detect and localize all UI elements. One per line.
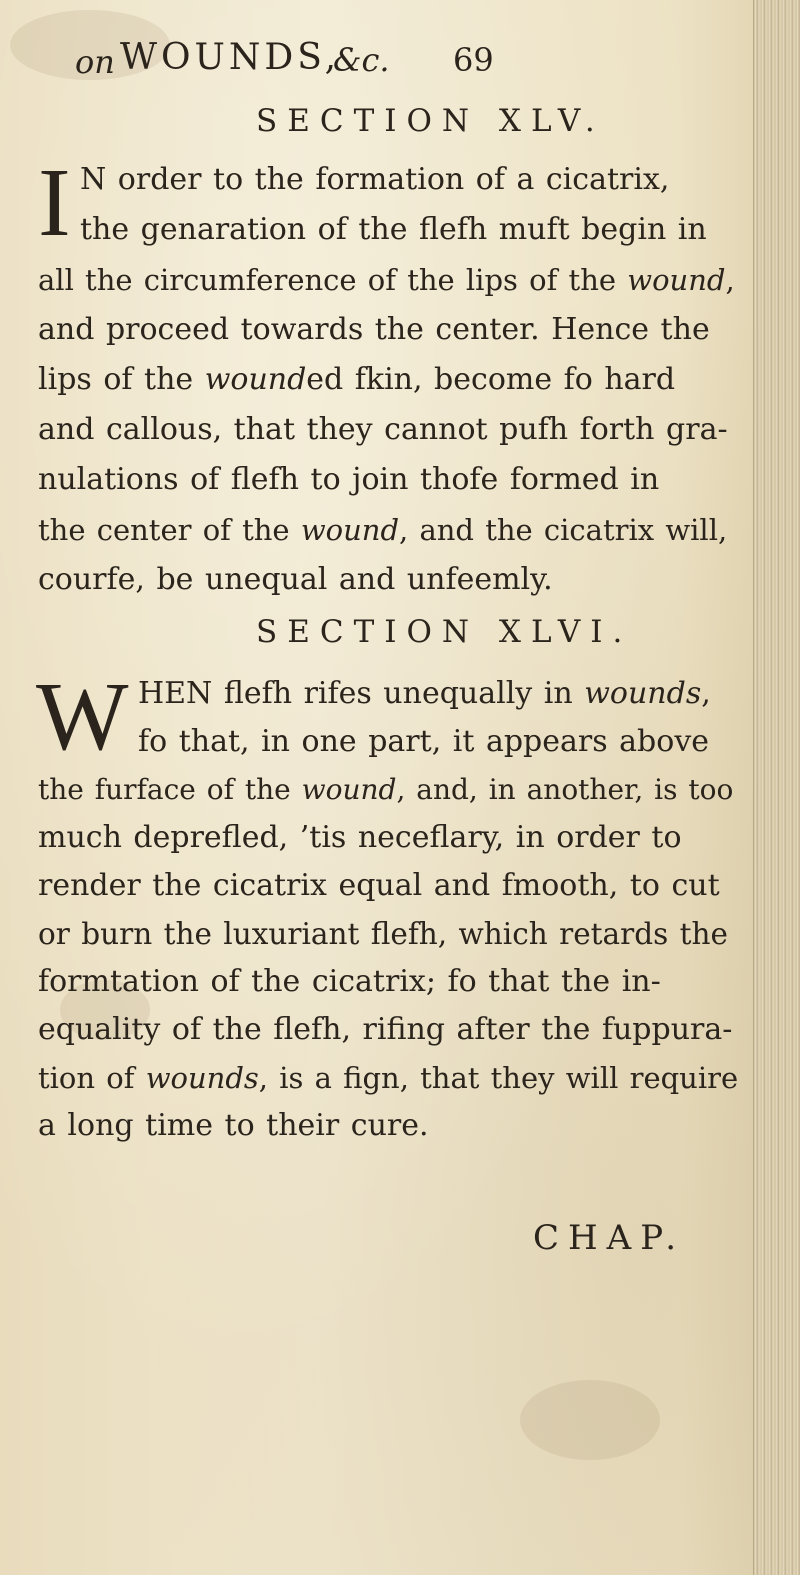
text-line: all the circumference of the lips of the wound,	[38, 263, 735, 297]
page-number: 69	[453, 41, 494, 79]
text-line: lips of the wounded fkin, become fo hard	[38, 362, 676, 397]
text-line: the center of the wound, and the cicatrix will,	[38, 513, 728, 547]
running-head-etc: &c.	[333, 41, 390, 79]
text-line: the furface of the wound, and, in another, is too	[38, 773, 734, 806]
paper-stain	[520, 1380, 660, 1460]
text-line: courfe, be unequal and unfeemly.	[38, 562, 553, 597]
text-line: and callous, that they cannot pufh forth gra-	[38, 412, 728, 447]
text-line: much deprefled, ’tis neceflary, in order to	[38, 820, 682, 855]
text-line: or burn the luxuriant flefh, which retards the	[38, 917, 728, 951]
text-line: and proceed towards the center. Hence the	[38, 312, 710, 347]
running-head-title: WOUNDS,	[120, 37, 341, 78]
text-line: equality of the flefh, rifing after the fuppura-	[38, 1012, 733, 1047]
drop-cap: W	[36, 663, 129, 771]
section-heading: SECTION XLVI.	[256, 614, 633, 650]
section-heading: SECTION XLV.	[256, 103, 605, 139]
drop-cap: I	[38, 149, 71, 257]
catchword: CHAP.	[533, 1218, 686, 1258]
text-line: tion of wounds, is a fign, that they will require	[38, 1061, 739, 1095]
text-line: N order to the formation of a cicatrix,	[80, 162, 670, 197]
page-edge	[753, 0, 800, 1575]
text-line: HEN flefh rifes unequally in wounds,	[138, 676, 711, 711]
text-line: a long time to their cure.	[38, 1108, 429, 1143]
text-line: fo that, in one part, it appears above	[138, 724, 710, 759]
text-line: the genaration of the flefh muft begin in	[80, 212, 707, 247]
text-line: nulations of flefh to join thofe formed in	[38, 462, 660, 497]
text-line: formtation of the cicatrix; fo that the in-	[38, 964, 661, 999]
running-head-prefix: on	[75, 43, 115, 81]
text-line: render the cicatrix equal and fmooth, to cut	[38, 868, 720, 903]
running-head	[75, 35, 735, 85]
